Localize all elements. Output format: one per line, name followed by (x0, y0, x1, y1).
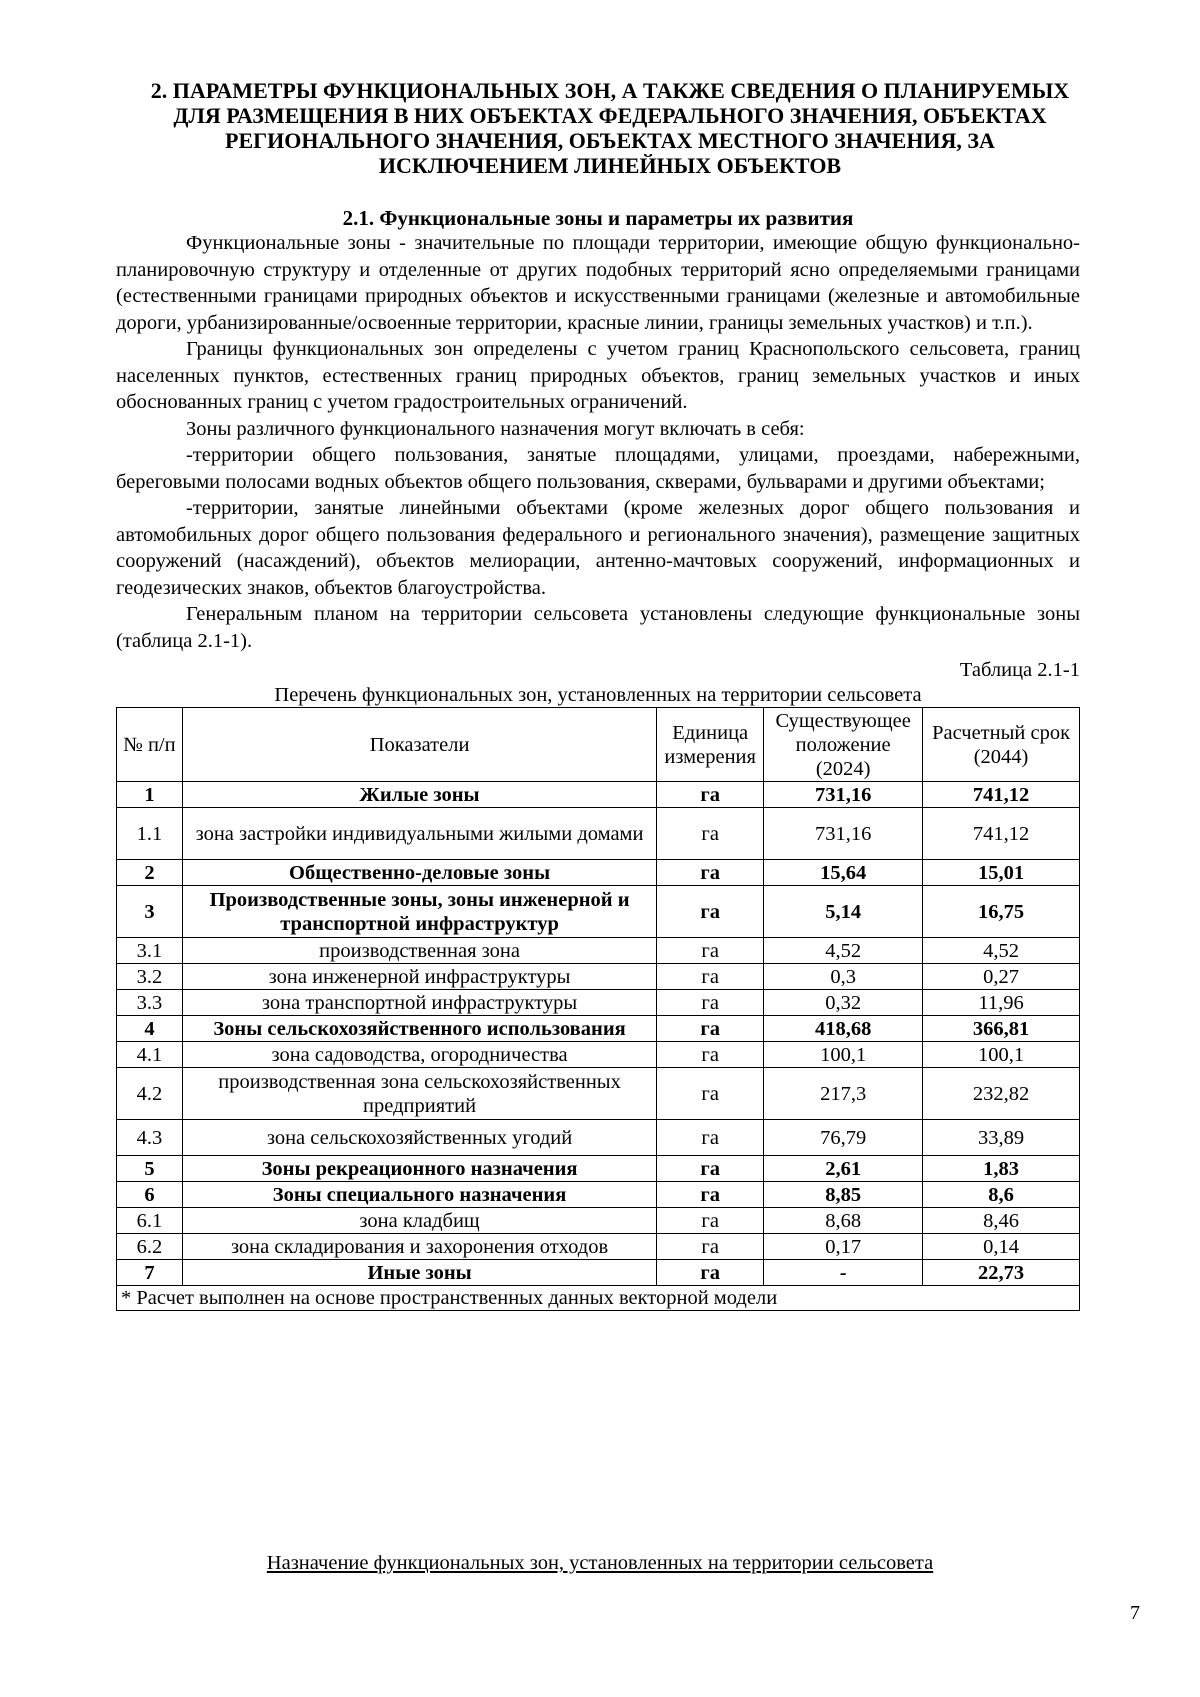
cell-name: Общественно-деловые зоны (182, 860, 656, 886)
header-planned: Расчетный срок (2044) (923, 708, 1080, 782)
cell-unit: га (657, 860, 764, 886)
cell-name: производственная зона (182, 938, 656, 964)
table-row (117, 782, 1080, 808)
section-heading: 2. ПАРАМЕТРЫ ФУНКЦИОНАЛЬНЫХ ЗОН, А ТАКЖЕ СВЕДЕНИЯ О ПЛАНИРУЕМЫХ ДЛЯ РАЗМЕЩЕНИЯ В НИХ ОБЪЕКТАХ ФЕДЕРАЛЬНОГО ЗНАЧЕНИЯ, ОБЪЕКТАХ РЕГИОНАЛЬНОГО ЗНАЧЕНИЯ, ОБЪЕКТАХ МЕСТНОГО ЗНАЧЕНИЯ, ЗА ИСКЛЮЧЕНИЕМ ЛИНЕЙНЫХ ОБЪЕКТОВ (150, 78, 1070, 178)
table-header-row (117, 708, 1080, 782)
cell-planned: 15,01 (923, 860, 1080, 886)
cell-existing: 100,1 (764, 1042, 923, 1068)
cell-planned: 16,75 (923, 886, 1080, 938)
table-note: * Расчет выполнен на основе пространственных данных векторной модели (117, 1286, 1080, 1311)
paragraph: Генеральным планом на территории сельсовета установлены следующие функциональные зоны (таблица 2.1-1). (116, 603, 1080, 652)
cell-existing: 76,79 (764, 1120, 923, 1156)
cell-planned: 100,1 (923, 1042, 1080, 1068)
cell-num: 4 (117, 1016, 183, 1042)
cell-planned: 8,6 (923, 1182, 1080, 1208)
page-number: 7 (1130, 1602, 1140, 1624)
subsection-heading: 2.1. Функциональные зоны и параметры их развития (342, 206, 854, 230)
paragraph: Функциональные зоны - значительные по площади территории, имеющие общую функционально-планировочную структуру и отделенные от других подобных территорий ясно определяемыми границами (естественными границами природных объектов и искусственными границами (железные и автомобильные дороги, урбанизированные/освоенные территории, красные линии, границы земельных участков) и т.п.). (116, 232, 1080, 334)
cell-unit: га (657, 1260, 764, 1286)
table-label: Таблица 2.1-1 (959, 659, 1080, 681)
table-row (117, 860, 1080, 886)
cell-unit: га (657, 964, 764, 990)
cell-existing: 0,17 (764, 1234, 923, 1260)
table-row (117, 1182, 1080, 1208)
cell-unit: га (657, 1234, 764, 1260)
cell-planned: 22,73 (923, 1260, 1080, 1286)
header-unit: Единица измерения (657, 708, 764, 782)
cell-planned: 11,96 (923, 990, 1080, 1016)
cell-num: 1.1 (117, 808, 183, 860)
cell-existing: 731,16 (764, 808, 923, 860)
paragraph: Границы функциональных зон определены с учетом границ Краснопольского сельсовета, границ населенных пунктов, естественных границ природных объектов, границ земельных участков и иных обоснованных границ с учетом градостроительных ограничений. (116, 338, 1080, 413)
table-row (117, 1208, 1080, 1234)
cell-name: Зоны специального назначения (182, 1182, 656, 1208)
table-row (117, 1016, 1080, 1042)
cell-existing: - (764, 1260, 923, 1286)
cell-unit: га (657, 1208, 764, 1234)
header-existing: Существующее положение (2024) (764, 708, 923, 782)
cell-name: зона садоводства, огородничества (182, 1042, 656, 1068)
cell-num: 4.3 (117, 1120, 183, 1156)
cell-num: 6 (117, 1182, 183, 1208)
cell-existing: 0,3 (764, 964, 923, 990)
cell-planned: 1,83 (923, 1156, 1080, 1182)
cell-num: 3.3 (117, 990, 183, 1016)
body-text (116, 230, 1080, 654)
cell-planned: 33,89 (923, 1120, 1080, 1156)
cell-planned: 741,12 (923, 808, 1080, 860)
table-title: Перечень функциональных зон, установленных на территории сельсовета (274, 684, 922, 706)
table-row (117, 1260, 1080, 1286)
cell-planned: 232,82 (923, 1068, 1080, 1120)
cell-unit: га (657, 1182, 764, 1208)
table-row (117, 1156, 1080, 1182)
zones-table (116, 707, 1080, 1311)
cell-existing: 731,16 (764, 782, 923, 808)
cell-name: Зоны рекреационного назначения (182, 1156, 656, 1182)
cell-num: 3 (117, 886, 183, 938)
cell-unit: га (657, 886, 764, 938)
cell-num: 1 (117, 782, 183, 808)
cell-name: зона сельскохозяйственных угодий (182, 1120, 656, 1156)
table-row (117, 964, 1080, 990)
paragraph: -территории общего пользования, занятые площадями, улицами, проездами, набережными, береговыми полосами водных объектов общего пользования, скверами, бульварами и другими объектами; (116, 444, 1080, 493)
cell-unit: га (657, 1156, 764, 1182)
cell-existing: 5,14 (764, 886, 923, 938)
cell-existing: 217,3 (764, 1068, 923, 1120)
cell-name: Производственные зоны, зоны инженерной и транспортной инфраструктур (182, 886, 656, 938)
cell-planned: 4,52 (923, 938, 1080, 964)
cell-existing: 2,61 (764, 1156, 923, 1182)
header-number: № п/п (117, 708, 183, 782)
cell-name: Жилые зоны (182, 782, 656, 808)
cell-name: зона инженерной инфраструктуры (182, 964, 656, 990)
cell-name: Зоны сельскохозяйственного использования (182, 1016, 656, 1042)
cell-existing: 8,85 (764, 1182, 923, 1208)
table-row (117, 808, 1080, 860)
cell-num: 3.1 (117, 938, 183, 964)
cell-num: 4.2 (117, 1068, 183, 1120)
cell-unit: га (657, 808, 764, 860)
table-row (117, 1068, 1080, 1120)
cell-unit: га (657, 938, 764, 964)
cell-existing: 418,68 (764, 1016, 923, 1042)
cell-planned: 8,46 (923, 1208, 1080, 1234)
table-row (117, 938, 1080, 964)
paragraph: Зоны различного функционального назначения могут включать в себя: (186, 417, 805, 440)
cell-num: 7 (117, 1260, 183, 1286)
cell-existing: 4,52 (764, 938, 923, 964)
cell-num: 2 (117, 860, 183, 886)
cell-unit: га (657, 1042, 764, 1068)
table-body (117, 782, 1080, 1286)
cell-num: 3.2 (117, 964, 183, 990)
next-section-title: Назначение функциональных зон, установленных на территории сельсовета (266, 1552, 934, 1574)
cell-name: зона транспортной инфраструктуры (182, 990, 656, 1016)
cell-num: 4.1 (117, 1042, 183, 1068)
table-row (117, 1234, 1080, 1260)
table-row (117, 886, 1080, 938)
cell-planned: 741,12 (923, 782, 1080, 808)
cell-unit: га (657, 1068, 764, 1120)
cell-name: производственная зона сельскохозяйственных предприятий (182, 1068, 656, 1120)
cell-planned: 0,27 (923, 964, 1080, 990)
cell-unit: га (657, 1120, 764, 1156)
cell-unit: га (657, 782, 764, 808)
header-indicator: Показатели (182, 708, 656, 782)
table-row (117, 990, 1080, 1016)
cell-num: 5 (117, 1156, 183, 1182)
cell-num: 6.2 (117, 1234, 183, 1260)
cell-existing: 15,64 (764, 860, 923, 886)
cell-num: 6.1 (117, 1208, 183, 1234)
table-row (117, 1120, 1080, 1156)
cell-unit: га (657, 990, 764, 1016)
cell-name: Иные зоны (182, 1260, 656, 1286)
paragraph: -территории, занятые линейными объектами (кроме железных дорог общего пользования и автомобильных дорог общего пользования федерального и регионального значения), размещение защитных сооружений (насаждений), объектов мелиорации, антенно-мачтовых сооружений, информационных и геодезических знаков, объектов благоустройства. (116, 497, 1080, 599)
cell-planned: 366,81 (923, 1016, 1080, 1042)
cell-name: зона кладбищ (182, 1208, 656, 1234)
table-row (117, 1042, 1080, 1068)
cell-existing: 0,32 (764, 990, 923, 1016)
document-page (116, 78, 1080, 1311)
cell-unit: га (657, 1016, 764, 1042)
table-note-row (117, 1286, 1080, 1311)
cell-name: зона складирования и захоронения отходов (182, 1234, 656, 1260)
cell-existing: 8,68 (764, 1208, 923, 1234)
cell-planned: 0,14 (923, 1234, 1080, 1260)
cell-name: зона застройки индивидуальными жилыми домами (182, 808, 656, 860)
